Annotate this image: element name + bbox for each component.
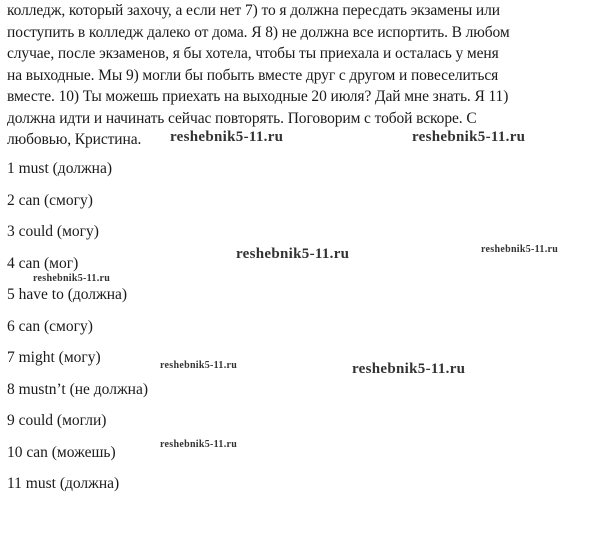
paragraph-line: колледж, который захочу, а если нет 7) то я должна пересдать экзамены или	[7, 2, 500, 19]
paragraph-line: на выходные. Мы 9) могли бы побыть вместе друг с другом и повеселиться	[7, 66, 499, 84]
letter-paragraph	[7, 0, 607, 151]
answer-item: 11 must (должна)	[7, 475, 120, 492]
answer-item: 10 can (можешь)	[7, 443, 116, 461]
watermark: reshebnik5-11.ru	[481, 244, 559, 255]
watermark: reshebnik5-11.ru	[352, 361, 466, 377]
watermark: reshebnik5-11.ru	[412, 129, 526, 145]
paragraph-line: поступить в колледж далеко от дома. Я 8) не должна все испортить. В любом	[7, 23, 510, 41]
paragraph-line: любовью, Кристина.	[7, 131, 142, 148]
watermark: reshebnik5-11.ru	[170, 129, 284, 145]
watermark: reshebnik5-11.ru	[160, 360, 238, 371]
answer-item: 4 can (мог)	[7, 254, 79, 272]
paragraph-line: должна идти и начинать сейчас повторять. Поговорим с тобой вскоре. С	[7, 109, 477, 127]
watermark: reshebnik5-11.ru	[160, 439, 238, 450]
watermark: reshebnik5-11.ru	[33, 273, 111, 284]
answer-item: 8 mustn’t (не должна)	[7, 380, 149, 398]
paragraph-line: вместе. 10) Ты можешь приехать на выходные 20 июля? Дай мне знать. Я 11)	[7, 88, 509, 105]
answer-item: 7 might (могу)	[7, 349, 101, 366]
answer-item: 5 have to (должна)	[7, 286, 128, 303]
answer-item: 6 can (смогу)	[7, 317, 93, 335]
answer-item: 1 must (должна)	[7, 160, 113, 177]
answer-item: 9 could (могли)	[7, 412, 107, 429]
answer-item: 2 can (смогу)	[7, 191, 93, 209]
paragraph-line: случае, после экзаменов, я бы хотела, чтобы ты приехала и осталась у меня	[7, 45, 499, 62]
answer-list	[7, 160, 148, 507]
watermark: reshebnik5-11.ru	[236, 246, 350, 262]
answer-item: 3 could (могу)	[7, 223, 99, 240]
